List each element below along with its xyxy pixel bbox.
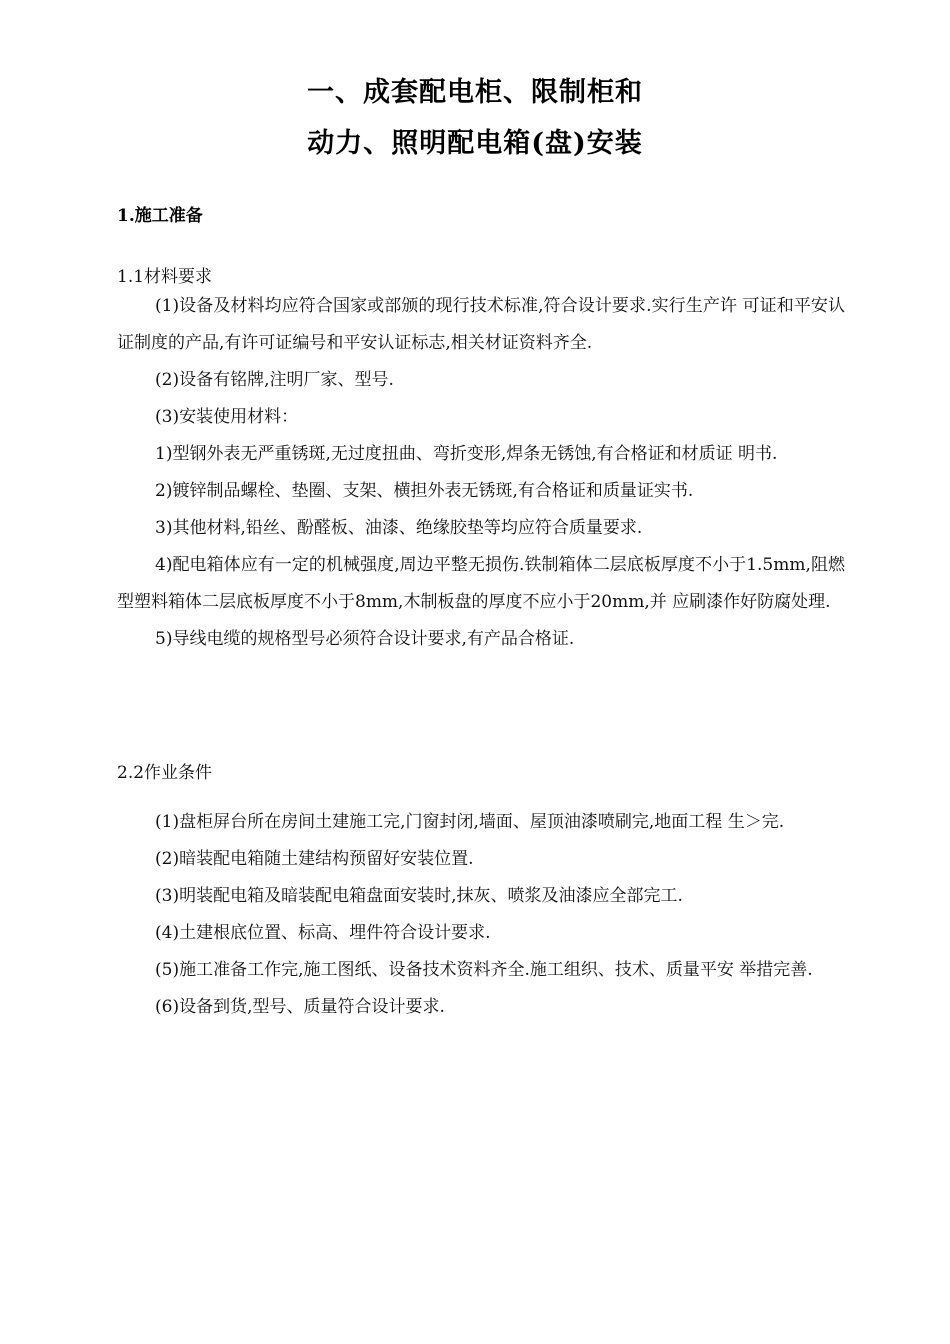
work-conditions-body [117,804,845,1026]
paragraph: 3)其他材料,铅丝、酚醛板、油漆、绝缘胶垫等均应符合质量要求. [155,518,643,538]
subsection-heading-material-requirements: 1.1材料要求 [117,267,213,287]
paragraph: (3)安装使用材料： [155,407,299,427]
paragraph: 4)配电箱体应有一定的机械强度,周边平整无损伤.铁制箱体二层底板厚度不小于1.5mm,阻燃型塑料箱体二层底板厚度不小于8mm,木制板盘的厚度不应小于20mm,并 应刷漆作好防腐处理. [117,555,845,612]
paragraph: (1)盘柜屏台所在房间土建施工完,门窗封闭,墙面、屋顶油漆喷刷完,地面工程 生＞完. [155,812,785,832]
paragraph: 1)型钢外表无严重锈斑,无过度扭曲、弯折变形,焊条无锈蚀,有合格证和材质证 明书. [155,444,778,464]
paragraph: (6)设备到货,型号、质量符合设计要求. [155,997,445,1017]
document-title-line-2: 动力、照明配电箱(盘)安装 [307,128,643,159]
paragraph: 2)镀锌制品螺栓、垫圈、支架、横担外表无锈斑,有合格证和质量证实书. [155,481,694,501]
paragraph: (5)施工准备工作完,施工图纸、设备技术资料齐全.施工组织、技术、质量平安 举措完善. [155,960,813,980]
paragraph: (1)设备及材料均应符合国家或部颁的现行技术标准,符合设计要求.实行生产许 可证和平安认证制度的产品,有许可证编号和平安认证标志,相关材证资料齐全. [117,296,845,353]
subsection-heading-work-conditions: 2.2作业条件 [117,763,213,783]
section-heading-construction-preparation: 1.施工准备 [117,206,203,226]
document-title-line-1: 一、成套配电柜、限制柜和 [307,77,643,108]
paragraph: (4)土建根底位置、标高、埋件符合设计要求. [155,923,491,943]
paragraph: (3)明装配电箱及暗装配电箱盘面安装时,抹灰、喷浆及油漆应全部完工. [155,886,683,906]
paragraph: (2)设备有铭牌,注明厂家、型号. [155,370,394,390]
material-requirements-body [117,288,845,658]
paragraph: 5)导线电缆的规格型号必须符合设计要求,有产品合格证. [155,629,575,649]
paragraph: (2)暗装配电箱随土建结构预留好安装位置. [155,849,474,869]
